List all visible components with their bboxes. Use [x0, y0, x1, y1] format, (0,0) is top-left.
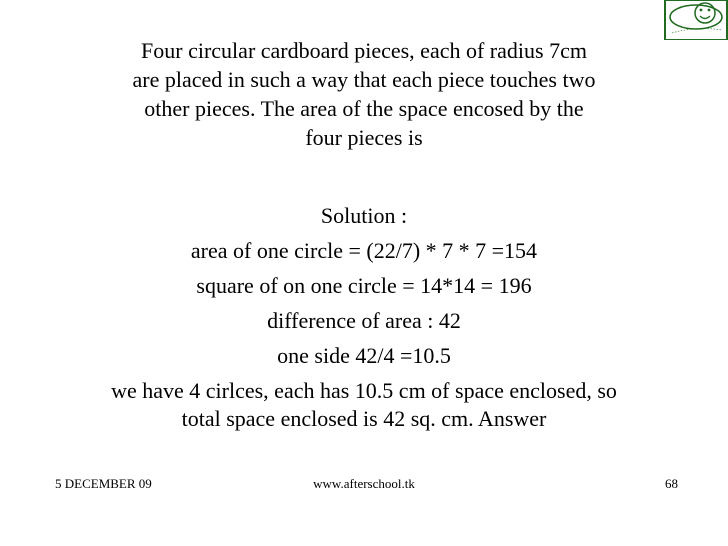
question-line: other pieces. The area of the space encosed by the [144, 96, 584, 121]
solution-text [56, 202, 672, 433]
question-line: four pieces is [305, 125, 423, 150]
solution-line: difference of area : 42 [267, 308, 461, 333]
question-text [56, 36, 672, 152]
solution-line: square of on one circle = 14*14 = 196 [196, 273, 532, 298]
solution-heading: Solution : [320, 203, 408, 228]
brand-logo [664, 0, 728, 40]
footer-site-link[interactable]: www.afterschool.tk [313, 476, 415, 491]
smiley-face-icon [664, 0, 728, 40]
solution-line: one side 42/4 =10.5 [277, 343, 451, 368]
footer-date: 5 DECEMBER 09 [55, 476, 152, 491]
solution-line: we have 4 cirlces, each has 10.5 cm of space enclosed, so [111, 378, 617, 403]
question-line: are placed in such a way that each piece touches two [132, 67, 596, 92]
solution-line: area of one circle = (22/7) * 7 * 7 =154 [190, 238, 538, 263]
solution-line: total space enclosed is 42 sq. cm. Answer [181, 406, 547, 431]
footer-page-number: 68 [665, 476, 678, 491]
question-line: Four circular cardboard pieces, each of radius 7cm [141, 38, 587, 63]
